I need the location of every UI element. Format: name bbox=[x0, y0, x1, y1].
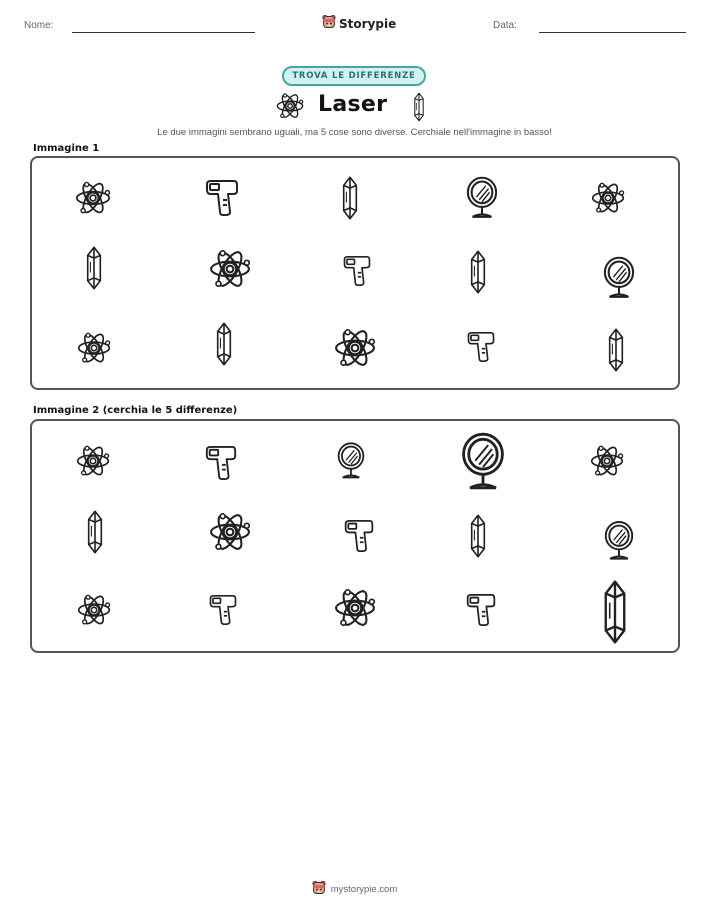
crystal-icon bbox=[341, 173, 359, 223]
storypie-bear-logo-icon bbox=[322, 14, 336, 33]
mirror-icon[interactable] bbox=[461, 431, 505, 493]
atom-icon bbox=[591, 181, 625, 215]
instructions: Le due immagini sembrano uguali, ma 5 cose sono diverse. Cerchiale nell'immagine in basso! bbox=[157, 127, 552, 138]
crystal-icon[interactable] bbox=[86, 508, 104, 556]
mirror-icon[interactable] bbox=[604, 519, 634, 563]
laser-scanner-icon[interactable] bbox=[465, 589, 497, 631]
laser-scanner-icon[interactable] bbox=[343, 515, 375, 557]
crystal-icon bbox=[607, 326, 625, 374]
image2-label: Immagine 2 (cerchia le 5 differenze) bbox=[33, 405, 238, 416]
atom-icon[interactable] bbox=[76, 444, 110, 478]
atom-icon[interactable] bbox=[209, 511, 251, 553]
crystal-icon bbox=[85, 244, 103, 292]
atom-icon[interactable] bbox=[590, 444, 624, 478]
mirror-icon bbox=[603, 256, 635, 300]
title-atom-icon bbox=[275, 92, 305, 120]
name-line[interactable] bbox=[72, 32, 255, 33]
atom-icon bbox=[334, 327, 376, 369]
crystal-icon[interactable] bbox=[469, 512, 487, 560]
brand-logo[interactable] bbox=[322, 14, 396, 33]
image1-label: Immagine 1 bbox=[33, 143, 100, 154]
footer bbox=[0, 880, 709, 899]
atom-icon[interactable] bbox=[334, 587, 376, 629]
crystal-icon bbox=[215, 320, 233, 368]
atom-icon bbox=[209, 248, 251, 290]
image2-panel[interactable] bbox=[30, 419, 680, 653]
laser-scanner-icon[interactable] bbox=[208, 589, 238, 631]
footer-url[interactable]: mystorypie.com bbox=[330, 884, 398, 895]
storypie-bear-logo-icon bbox=[312, 880, 326, 899]
laser-scanner-icon[interactable] bbox=[204, 443, 238, 483]
find-differences-badge: TROVA LE DIFFERENZE bbox=[282, 66, 426, 86]
page-title: Laser bbox=[318, 92, 388, 117]
atom-icon bbox=[77, 331, 111, 365]
crystal-icon[interactable] bbox=[601, 579, 629, 645]
crystal-icon bbox=[469, 248, 487, 296]
brand-name: Storypie bbox=[339, 16, 397, 31]
mirror-icon[interactable] bbox=[337, 440, 365, 482]
image1-panel bbox=[30, 156, 680, 390]
name-label: Nome: bbox=[24, 20, 54, 31]
date-label: Data: bbox=[493, 20, 517, 31]
title-crystal-icon bbox=[410, 92, 428, 122]
laser-scanner-icon bbox=[342, 250, 372, 292]
mirror-icon bbox=[466, 176, 498, 220]
atom-icon bbox=[75, 179, 111, 217]
laser-scanner-icon bbox=[466, 326, 496, 368]
laser-scanner-icon bbox=[204, 178, 240, 218]
date-line[interactable] bbox=[539, 32, 686, 33]
atom-icon[interactable] bbox=[77, 593, 111, 627]
